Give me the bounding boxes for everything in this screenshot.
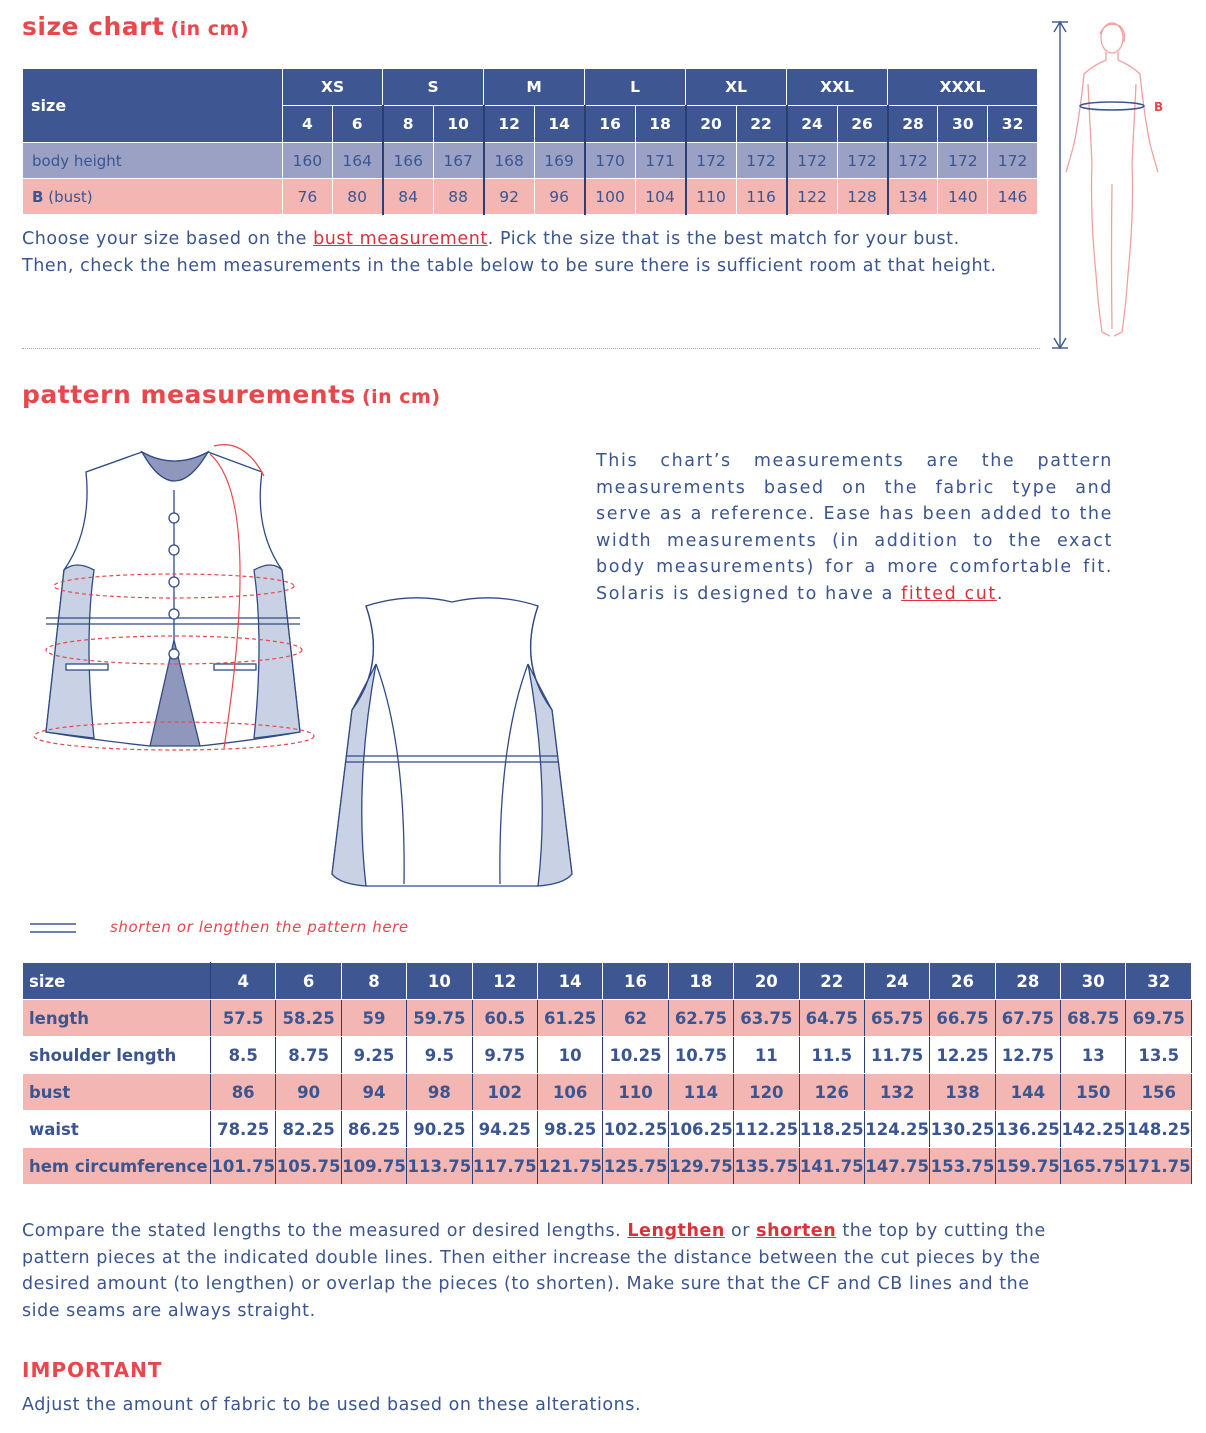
pattern-row-shoulder-length xyxy=(23,1037,1192,1074)
pattern-value-cell: 59.75 xyxy=(407,1000,472,1037)
pattern-value-cell: 86.25 xyxy=(341,1111,406,1148)
bust-value: 134 xyxy=(888,179,938,215)
pattern-value-cell: 101.75 xyxy=(211,1148,276,1185)
important-text: Adjust the amount of fabric to be used based on these alterations. xyxy=(22,1395,642,1415)
body-figure-icon xyxy=(1040,14,1190,356)
size-group-m: M xyxy=(484,69,585,106)
pattern-value-cell: 105.75 xyxy=(276,1148,341,1185)
pattern-value-cell: 150 xyxy=(1061,1074,1126,1111)
pattern-size-header: 22 xyxy=(799,963,864,1000)
pattern-value-cell: 94 xyxy=(341,1074,406,1111)
size-group-xs: XS xyxy=(283,69,383,106)
pattern-size-header: 32 xyxy=(1126,963,1192,1000)
body-height-value: 172 xyxy=(837,143,887,179)
size-group-xl: XL xyxy=(686,69,787,106)
size-number-cell: 26 xyxy=(837,106,887,143)
pattern-value-cell: 109.75 xyxy=(341,1148,406,1185)
pattern-value-cell: 13.5 xyxy=(1126,1037,1192,1074)
pattern-value-cell: 106.25 xyxy=(668,1111,733,1148)
pattern-value-cell: 78.25 xyxy=(211,1111,276,1148)
bust-value: 104 xyxy=(635,179,685,215)
pattern-value-cell: 171.75 xyxy=(1126,1148,1192,1185)
compare-or: or xyxy=(724,1221,757,1241)
vest-front-illustration xyxy=(24,440,324,760)
pattern-value-cell: 8.5 xyxy=(211,1037,276,1074)
size-number-cell: 6 xyxy=(332,106,382,143)
pattern-value-cell: 10 xyxy=(537,1037,602,1074)
pattern-value-cell: 13 xyxy=(1061,1037,1126,1074)
pattern-size-header: 20 xyxy=(734,963,799,1000)
pattern-description xyxy=(596,448,1113,607)
compare-text-1: Compare the stated lengths to the measured or desired lengths. xyxy=(22,1221,628,1241)
pattern-size-header: 6 xyxy=(276,963,341,1000)
pattern-value-cell: 82.25 xyxy=(276,1111,341,1148)
shorten-link[interactable]: shorten xyxy=(756,1221,837,1241)
pattern-value-cell: 11.75 xyxy=(864,1037,929,1074)
pattern-size-header: 28 xyxy=(995,963,1060,1000)
size-header-label: size xyxy=(23,69,283,143)
pattern-measurements-table xyxy=(22,962,1192,1185)
pattern-value-cell: 121.75 xyxy=(537,1148,602,1185)
size-chart-note xyxy=(22,226,1052,279)
body-height-value: 172 xyxy=(938,143,988,179)
pattern-value-cell: 129.75 xyxy=(668,1148,733,1185)
bust-value: 128 xyxy=(837,179,887,215)
size-number-cell: 12 xyxy=(484,106,534,143)
pattern-title-text: pattern measurements xyxy=(22,380,356,409)
pattern-value-cell: 10.25 xyxy=(603,1037,668,1074)
pattern-value-cell: 120 xyxy=(734,1074,799,1111)
pattern-value-cell: 68.75 xyxy=(1061,1000,1126,1037)
size-chart-title-text: size chart xyxy=(22,12,165,41)
pattern-value-cell: 58.25 xyxy=(276,1000,341,1037)
size-number-cell: 32 xyxy=(988,106,1038,143)
size-number-cell: 14 xyxy=(534,106,584,143)
pattern-value-cell: 113.75 xyxy=(407,1148,472,1185)
pattern-title xyxy=(22,380,441,409)
body-height-value: 166 xyxy=(383,143,433,179)
body-height-value: 167 xyxy=(433,143,483,179)
pattern-row-label: shoulder length xyxy=(23,1037,211,1074)
pattern-size-header: 24 xyxy=(864,963,929,1000)
pattern-value-cell: 66.75 xyxy=(930,1000,995,1037)
pattern-value-cell: 98.25 xyxy=(537,1111,602,1148)
pattern-value-cell: 59 xyxy=(341,1000,406,1037)
fitted-cut-link[interactable]: fitted cut xyxy=(901,583,997,604)
compare-text-2: the top by cutting the pattern pieces at the indicated double lines. Then either increase the distance between the cut pieces by the desired amount (to lengthen) or overlap the pieces (to shorten). Make sure that the CF and CB lines and the side seams are always straight. xyxy=(22,1221,1046,1321)
vest-back-illustration xyxy=(326,584,580,890)
pattern-row-label: waist xyxy=(23,1111,211,1148)
pattern-value-cell: 11.5 xyxy=(799,1037,864,1074)
pattern-value-cell: 165.75 xyxy=(1061,1148,1126,1185)
bust-label-letter: B xyxy=(32,187,44,206)
body-height-value: 164 xyxy=(332,143,382,179)
pattern-value-cell: 9.25 xyxy=(341,1037,406,1074)
pattern-size-header: 14 xyxy=(537,963,602,1000)
pattern-size-header: 30 xyxy=(1061,963,1126,1000)
compare-paragraph xyxy=(22,1218,1062,1324)
pattern-value-cell: 98 xyxy=(407,1074,472,1111)
pattern-row-label: length xyxy=(23,1000,211,1037)
size-number-cell: 8 xyxy=(383,106,433,143)
bust-value: 116 xyxy=(736,179,786,215)
body-height-value: 172 xyxy=(888,143,938,179)
pattern-size-header: 16 xyxy=(603,963,668,1000)
lengthen-link[interactable]: Lengthen xyxy=(627,1221,725,1241)
size-chart-title xyxy=(22,12,249,41)
pattern-value-cell: 135.75 xyxy=(734,1148,799,1185)
size-chart-table xyxy=(22,68,1038,215)
size-number-cell: 4 xyxy=(283,106,333,143)
body-height-value: 172 xyxy=(736,143,786,179)
size-number-cell: 22 xyxy=(736,106,786,143)
pattern-value-cell: 144 xyxy=(995,1074,1060,1111)
body-height-value: 168 xyxy=(484,143,534,179)
pattern-value-cell: 9.5 xyxy=(407,1037,472,1074)
pattern-value-cell: 136.25 xyxy=(995,1111,1060,1148)
pattern-row-bust xyxy=(23,1074,1192,1111)
body-height-value: 169 xyxy=(534,143,584,179)
pattern-value-cell: 12.75 xyxy=(995,1037,1060,1074)
bust-value: 88 xyxy=(433,179,483,215)
pattern-value-cell: 112.25 xyxy=(734,1111,799,1148)
pattern-value-cell: 12.25 xyxy=(930,1037,995,1074)
pattern-value-cell: 63.75 xyxy=(734,1000,799,1037)
important-heading: IMPORTANT xyxy=(22,1358,163,1382)
bust-label-text: (bust) xyxy=(48,187,93,206)
pattern-value-cell: 65.75 xyxy=(864,1000,929,1037)
bust-value: 84 xyxy=(383,179,433,215)
legend-text: shorten or lengthen the pattern here xyxy=(110,918,409,936)
body-height-value: 172 xyxy=(686,143,736,179)
pattern-value-cell: 106 xyxy=(537,1074,602,1111)
pattern-value-cell: 90.25 xyxy=(407,1111,472,1148)
pattern-value-cell: 102 xyxy=(472,1074,537,1111)
pattern-value-cell: 142.25 xyxy=(1061,1111,1126,1148)
pattern-row-hem-circumference xyxy=(23,1148,1192,1185)
pattern-value-cell: 9.75 xyxy=(472,1037,537,1074)
double-line-legend-icon xyxy=(28,920,78,936)
pattern-value-cell: 110 xyxy=(603,1074,668,1111)
pattern-value-cell: 102.25 xyxy=(603,1111,668,1148)
pattern-value-cell: 159.75 xyxy=(995,1148,1060,1185)
pattern-size-label: size xyxy=(23,963,211,1000)
pattern-value-cell: 86 xyxy=(211,1074,276,1111)
pattern-value-cell: 10.75 xyxy=(668,1037,733,1074)
pattern-value-cell: 61.25 xyxy=(537,1000,602,1037)
bust-value: 146 xyxy=(988,179,1038,215)
size-group-l: L xyxy=(585,69,686,106)
pattern-value-cell: 130.25 xyxy=(930,1111,995,1148)
pattern-value-cell: 114 xyxy=(668,1074,733,1111)
section-divider xyxy=(22,348,1040,349)
pattern-value-cell: 60.5 xyxy=(472,1000,537,1037)
pattern-size-header: 18 xyxy=(668,963,733,1000)
pattern-value-cell: 124.25 xyxy=(864,1111,929,1148)
bust-value: 80 xyxy=(332,179,382,215)
pattern-value-cell: 67.75 xyxy=(995,1000,1060,1037)
bust-value: 96 xyxy=(534,179,584,215)
pattern-value-cell: 57.5 xyxy=(211,1000,276,1037)
pattern-value-cell: 132 xyxy=(864,1074,929,1111)
pattern-value-cell: 117.75 xyxy=(472,1148,537,1185)
bust-value: 110 xyxy=(686,179,736,215)
body-height-value: 160 xyxy=(283,143,333,179)
bust-row xyxy=(23,179,1038,215)
figure-bust-marker: B xyxy=(1154,100,1164,114)
pattern-value-cell: 11 xyxy=(734,1037,799,1074)
pattern-value-cell: 90 xyxy=(276,1074,341,1111)
pattern-row-label: hem circumference xyxy=(23,1148,211,1185)
body-height-value: 171 xyxy=(635,143,685,179)
bust-label xyxy=(23,179,283,215)
pattern-value-cell: 8.75 xyxy=(276,1037,341,1074)
body-height-label: body height xyxy=(23,143,283,179)
size-number-cell: 30 xyxy=(938,106,988,143)
bust-value: 100 xyxy=(585,179,635,215)
body-height-value: 172 xyxy=(988,143,1038,179)
size-number-cell: 20 xyxy=(686,106,736,143)
size-chart-subtitle: (in cm) xyxy=(170,18,250,40)
pattern-size-header: 8 xyxy=(341,963,406,1000)
pattern-description-end: . xyxy=(996,583,1005,604)
size-group-xxl: XXL xyxy=(787,69,888,106)
size-note-text-1: Choose your size based on the xyxy=(22,229,314,249)
pattern-row-length xyxy=(23,1000,1192,1037)
bust-value: 92 xyxy=(484,179,534,215)
pattern-value-cell: 69.75 xyxy=(1126,1000,1192,1037)
pattern-size-header: 26 xyxy=(930,963,995,1000)
pattern-description-text: This chart’s measurements are the pattern measurements based on the fabric type and serve as a reference. Ease has been added to the width measurements (in addition to the exact body measurements) for a more comfortable fit. Solaris is designed to have a xyxy=(596,451,1113,604)
pattern-size-header: 10 xyxy=(407,963,472,1000)
body-height-value: 172 xyxy=(787,143,837,179)
size-number-cell: 10 xyxy=(433,106,483,143)
size-number-cell: 28 xyxy=(888,106,938,143)
body-height-row xyxy=(23,143,1038,179)
size-number-cell: 18 xyxy=(635,106,685,143)
pattern-value-cell: 147.75 xyxy=(864,1148,929,1185)
pattern-value-cell: 62.75 xyxy=(668,1000,733,1037)
pattern-size-header: 12 xyxy=(472,963,537,1000)
size-number-cell: 24 xyxy=(787,106,837,143)
pattern-value-cell: 118.25 xyxy=(799,1111,864,1148)
size-group-xxxl: XXXL xyxy=(888,69,1038,106)
pattern-value-cell: 126 xyxy=(799,1074,864,1111)
pattern-header-row xyxy=(23,963,1192,1000)
pattern-size-header: 4 xyxy=(211,963,276,1000)
pattern-value-cell: 64.75 xyxy=(799,1000,864,1037)
pattern-value-cell: 94.25 xyxy=(472,1111,537,1148)
pattern-value-cell: 141.75 xyxy=(799,1148,864,1185)
pattern-value-cell: 62 xyxy=(603,1000,668,1037)
bust-value: 122 xyxy=(787,179,837,215)
pattern-row-label: bust xyxy=(23,1074,211,1111)
pattern-value-cell: 138 xyxy=(930,1074,995,1111)
size-group-s: S xyxy=(383,69,484,106)
bust-value: 76 xyxy=(283,179,333,215)
pattern-value-cell: 125.75 xyxy=(603,1148,668,1185)
size-number-cell: 16 xyxy=(585,106,635,143)
bust-measurement-link[interactable]: bust measurement xyxy=(313,229,488,249)
body-height-value: 170 xyxy=(585,143,635,179)
bust-value: 140 xyxy=(938,179,988,215)
pattern-row-waist xyxy=(23,1111,1192,1148)
size-note-line-2: Then, check the hem measurements in the table below to be sure there is sufficient room at that height. xyxy=(22,255,997,276)
pattern-value-cell: 153.75 xyxy=(930,1148,995,1185)
pattern-value-cell: 156 xyxy=(1126,1074,1192,1111)
pattern-value-cell: 148.25 xyxy=(1126,1111,1192,1148)
pattern-subtitle: (in cm) xyxy=(361,386,441,408)
size-note-text-2: . Pick the size that is the best match for your bust. xyxy=(487,229,960,249)
